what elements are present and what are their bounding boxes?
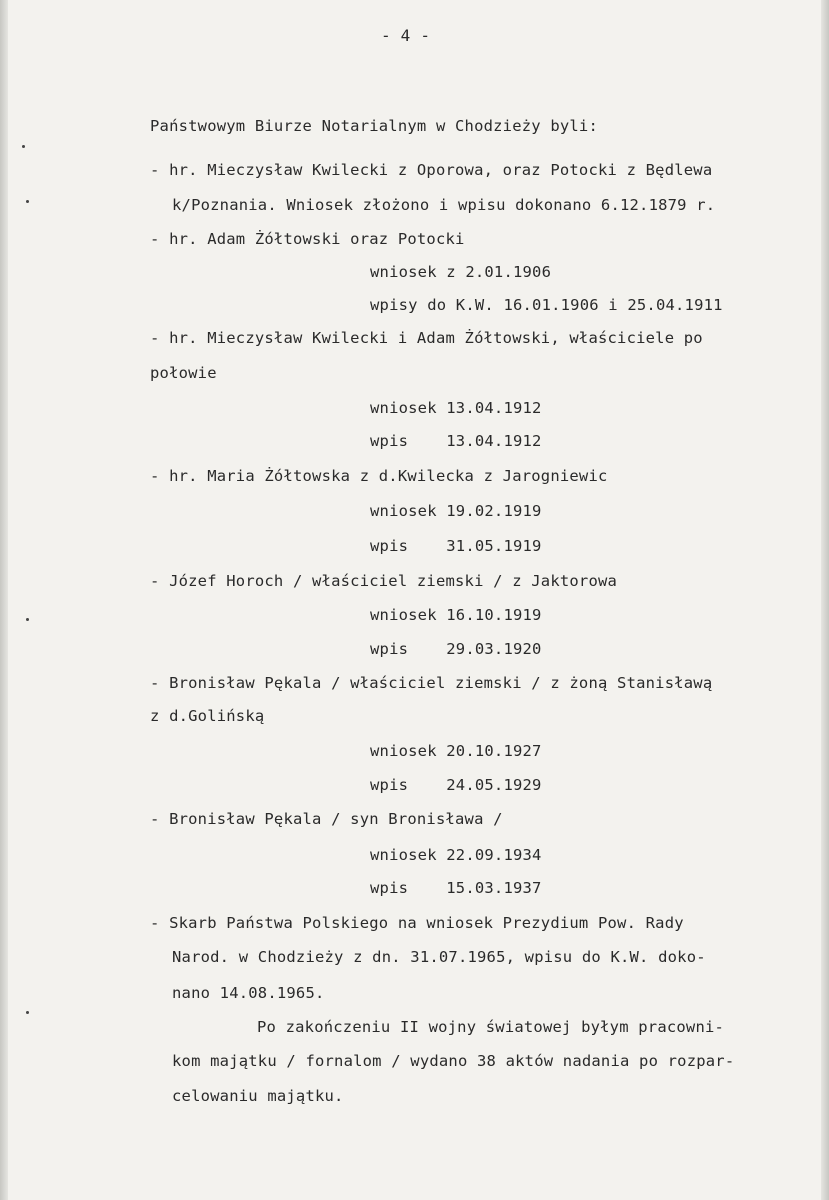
text-line: połowie xyxy=(150,364,217,382)
text-line: - hr. Mieczysław Kwilecki z Oporowa, oraz Potocki z Będlewa xyxy=(150,161,713,179)
page-left-edge xyxy=(0,0,8,1200)
text-line: wniosek 16.10.1919 xyxy=(370,606,542,624)
text-line: wniosek z 2.01.1906 xyxy=(370,263,552,281)
text-line: kom majątku / fornalom / wydano 38 aktów nadania po rozpar- xyxy=(172,1052,735,1070)
text-line: - Bronisław Pękala / syn Bronisława / xyxy=(150,810,503,828)
margin-mark xyxy=(26,200,29,203)
text-line: celowaniu majątku. xyxy=(172,1087,344,1105)
text-line: - hr. Maria Żółtowska z d.Kwilecka z Jarogniewic xyxy=(150,467,608,485)
text-line: - Skarb Państwa Polskiego na wniosek Prezydium Pow. Rady xyxy=(150,914,684,932)
text-line: - hr. Mieczysław Kwilecki i Adam Żółtowski, właściciele po xyxy=(150,329,703,347)
text-line: - hr. Adam Żółtowski oraz Potocki xyxy=(150,230,465,248)
text-line: wniosek 22.09.1934 xyxy=(370,846,542,864)
text-line: wniosek 19.02.1919 xyxy=(370,502,542,520)
text-line: wpis 29.03.1920 xyxy=(370,640,542,658)
text-line: - Józef Horoch / właściciel ziemski / z Jaktorowa xyxy=(150,572,618,590)
margin-mark xyxy=(26,1011,29,1014)
text-line: Po zakończeniu II wojny światowej byłym pracowni- xyxy=(257,1018,725,1036)
text-line: Państwowym Biurze Notarialnym w Chodzieży byli: xyxy=(150,117,598,135)
margin-mark xyxy=(22,145,25,148)
page-number: - 4 - xyxy=(381,26,431,45)
text-line: wniosek 20.10.1927 xyxy=(370,742,542,760)
text-line: wniosek 13.04.1912 xyxy=(370,399,542,417)
text-line: wpis 13.04.1912 xyxy=(370,432,542,450)
text-line: k/Poznania. Wniosek złożono i wpisu dokonano 6.12.1879 r. xyxy=(172,196,716,214)
text-line: wpis 31.05.1919 xyxy=(370,537,542,555)
page-right-edge xyxy=(821,0,829,1200)
text-line: wpis 24.05.1929 xyxy=(370,776,542,794)
text-line: nano 14.08.1965. xyxy=(172,984,325,1002)
text-line: wpis 15.03.1937 xyxy=(370,879,542,897)
text-line: Narod. w Chodzieży z dn. 31.07.1965, wpisu do K.W. doko- xyxy=(172,948,706,966)
text-line: - Bronisław Pękala / właściciel ziemski / z żoną Stanisławą xyxy=(150,674,713,692)
text-line: z d.Golińską xyxy=(150,707,265,725)
text-line: wpisy do K.W. 16.01.1906 i 25.04.1911 xyxy=(370,296,723,314)
margin-mark xyxy=(26,618,29,621)
